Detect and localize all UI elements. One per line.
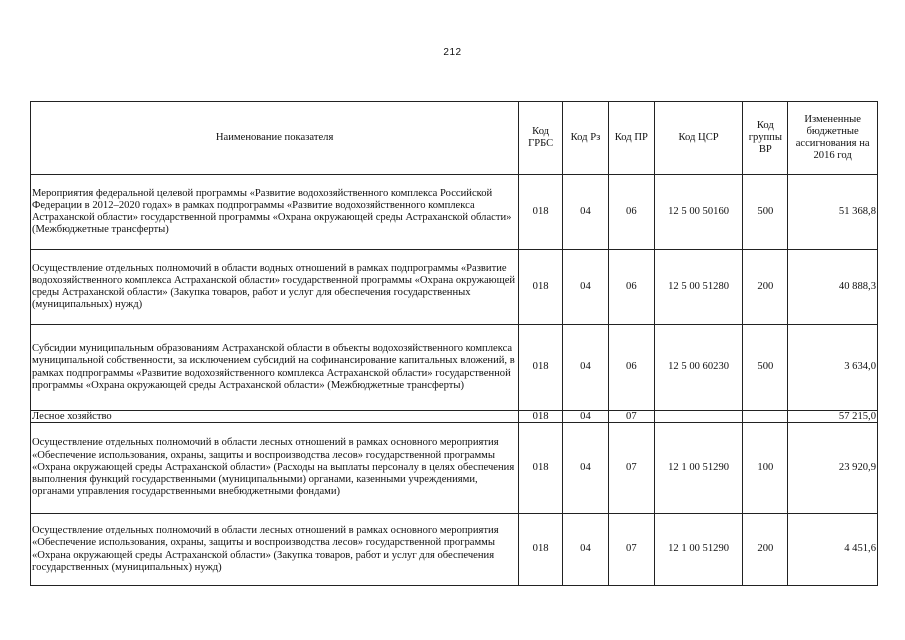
table-row: [31, 411, 878, 423]
header-sum: Измененные бюджетные ассигнования на 2016 год: [788, 102, 878, 175]
cell-csr: [654, 411, 743, 423]
header-csr: Код ЦСР: [654, 102, 743, 175]
cell-sum: 51 368,8: [788, 175, 878, 250]
header-rz: Код Рз: [563, 102, 609, 175]
table-row: [31, 423, 878, 514]
cell-vr: [743, 411, 788, 423]
cell-rz: 04: [563, 514, 609, 586]
cell-name: Субсидии муниципальным образованиям Астраханской области в объекты водохозяйственного комплекса муниципальной собственности, за исключением субсидий на софинансирование капитальных вложений, в рамках подпрограммы «Развитие водохозяйственного комплекса Астраханской области» государственной программы «Охрана окружающей среды Астраханской области» (Межбюджетные трансферты): [31, 325, 519, 411]
header-vr: Код группы ВР: [743, 102, 788, 175]
cell-name: Лесное хозяйство: [31, 411, 519, 423]
header-pr: Код ПР: [608, 102, 654, 175]
cell-rz: 04: [563, 250, 609, 325]
cell-sum: 3 634,0: [788, 325, 878, 411]
cell-csr: 12 1 00 51290: [654, 514, 743, 586]
cell-vr: 500: [743, 325, 788, 411]
cell-pr: 06: [608, 325, 654, 411]
cell-pr: 07: [608, 411, 654, 423]
cell-pr: 07: [608, 423, 654, 514]
cell-grbs: 018: [519, 175, 563, 250]
cell-csr: 12 5 00 60230: [654, 325, 743, 411]
cell-name: Осуществление отдельных полномочий в области лесных отношений в рамках основного мероприятия «Обеспечение использования, охраны, защиты и воспроизводства лесов» государственной программы «Охрана окружающей среды Астраханской области» (Расходы на выплаты персоналу в целях обеспечения выполнения функций государственными (муниципальными) органами, казенными учреждениями, органами управления государственными внебюджетными фондами): [31, 423, 519, 514]
table-row: [31, 175, 878, 250]
cell-grbs: 018: [519, 423, 563, 514]
cell-name: Осуществление отдельных полномочий в области лесных отношений в рамках основного мероприятия «Обеспечение использования, охраны, защиты и воспроизводства лесов» государственной программы «Охрана окружающей среды Астраханской области» (Закупка товаров, работ и услуг для обеспечения государственных (муниципальных) нужд): [31, 514, 519, 586]
cell-pr: 06: [608, 250, 654, 325]
cell-vr: 100: [743, 423, 788, 514]
cell-name: Осуществление отдельных полномочий в области водных отношений в рамках подпрограммы «Развитие водохозяйственного комплекса Астраханской области» государственной программы «Охрана окружающей среды Астраханской области» (Закупка товаров, работ и услуг для обеспечения государственных (муниципальных) нужд): [31, 250, 519, 325]
cell-rz: 04: [563, 175, 609, 250]
cell-grbs: 018: [519, 250, 563, 325]
cell-sum: 23 920,9: [788, 423, 878, 514]
cell-grbs: 018: [519, 325, 563, 411]
header-grbs: Код ГРБС: [519, 102, 563, 175]
cell-vr: 200: [743, 250, 788, 325]
cell-csr: 12 1 00 51290: [654, 423, 743, 514]
cell-name: Мероприятия федеральной целевой программы «Развитие водохозяйственного комплекса Российской Федерации в 2012–2020 годах» в рамках подпрограммы «Развитие водохозяйственного комплекса Астраханской области» государственной программы «Охрана окружающей среды Астраханской области» (Межбюджетные трансферты): [31, 175, 519, 250]
cell-vr: 200: [743, 514, 788, 586]
cell-sum: 4 451,6: [788, 514, 878, 586]
table-row: [31, 250, 878, 325]
cell-vr: 500: [743, 175, 788, 250]
header-name: Наименование показателя: [31, 102, 519, 175]
cell-pr: 06: [608, 175, 654, 250]
cell-sum: 40 888,3: [788, 250, 878, 325]
cell-sum: 57 215,0: [788, 411, 878, 423]
cell-rz: 04: [563, 423, 609, 514]
budget-table: [30, 101, 878, 586]
table-row: [31, 325, 878, 411]
cell-rz: 04: [563, 411, 609, 423]
cell-csr: 12 5 00 51280: [654, 250, 743, 325]
table-header-row: [31, 102, 878, 175]
cell-grbs: 018: [519, 514, 563, 586]
cell-csr: 12 5 00 50160: [654, 175, 743, 250]
cell-pr: 07: [608, 514, 654, 586]
table-row: [31, 514, 878, 586]
cell-grbs: 018: [519, 411, 563, 423]
cell-rz: 04: [563, 325, 609, 411]
page-number: 212: [443, 47, 462, 58]
